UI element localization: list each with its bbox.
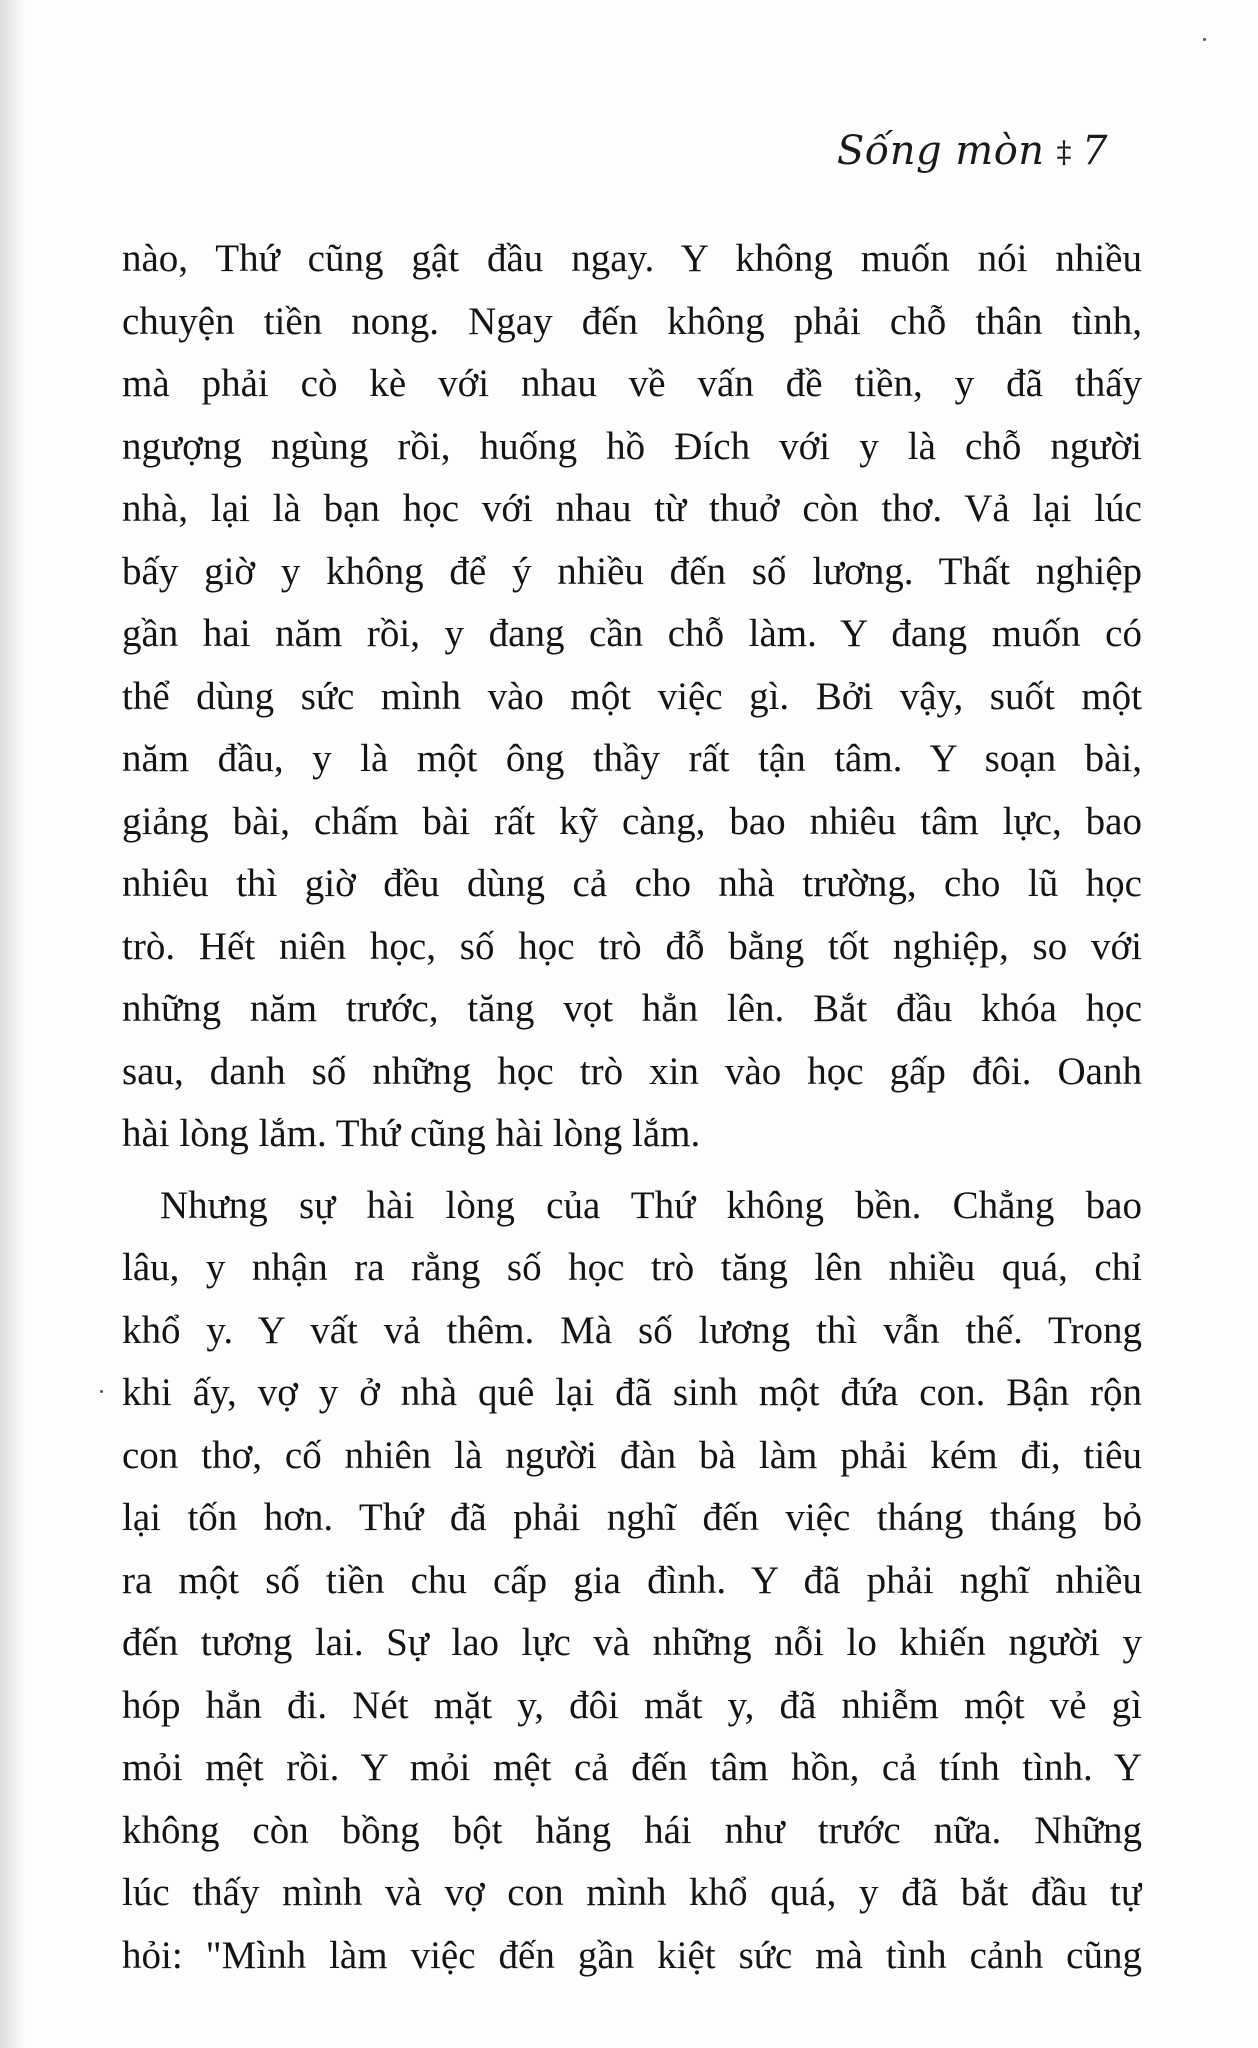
text-line: gần hai năm rồi, y đang cần chỗ làm. Y đang muốn có: [122, 612, 1142, 655]
text-line: hỏi: "Mình làm việc đến gần kiệt sức mà tình cảnh cũng: [122, 1933, 1142, 1977]
text-line: con thơ, cố nhiên là người đàn bà làm phải kém đi, tiêu: [122, 1433, 1142, 1477]
print-speck: [1203, 38, 1206, 41]
text-line: năm đầu, y là một ông thầy rất tận tâm. Y soạn bài,: [122, 737, 1142, 780]
spine-shadow: [0, 0, 26, 2048]
body-text: [122, 228, 1142, 1987]
text-line: nhiêu thì giờ đều dùng cả cho nhà trường, cho lũ học: [122, 862, 1142, 905]
text-line: hài lòng lắm. Thứ cũng hài lòng lắm.: [122, 1112, 701, 1155]
paragraph: [122, 228, 1142, 1166]
text-line: ra một số tiền chu cấp gia đình. Y đã phải nghĩ nhiều: [122, 1558, 1142, 1602]
text-line: những năm trước, tăng vọt hẳn lên. Bắt đầu khóa học: [122, 987, 1142, 1030]
text-line: bấy giờ y không để ý nhiều đến số lương. Thất nghiệp: [122, 549, 1142, 593]
text-line: chuyện tiền nong. Ngay đến không phải chỗ thân tình,: [122, 299, 1142, 343]
page-number: 7: [1082, 128, 1108, 174]
text-line: Nhưng sự hài lòng của Thứ không bền. Chẳng bao: [160, 1183, 1142, 1227]
text-line: lúc thấy mình và vợ con mình khổ quá, y đã bắt đầu tự: [122, 1871, 1142, 1914]
separator-ornament-icon: ‡: [1056, 135, 1073, 170]
text-line: giảng bài, chấm bài rất kỹ càng, bao nhiêu tâm lực, bao: [122, 799, 1142, 843]
book-title: Sống mòn: [836, 128, 1045, 174]
text-line: sau, danh số những học trò xin vào học gấp đôi. Oanh: [122, 1049, 1142, 1093]
text-line: mỏi mệt rồi. Y mỏi mệt cả đến tâm hồn, cả tính tình. Y: [122, 1746, 1142, 1789]
text-line: lâu, y nhận ra rằng số học trò tăng lên nhiều quá, chỉ: [122, 1246, 1142, 1289]
running-header: [837, 128, 1108, 174]
text-line: nào, Thứ cũng gật đầu ngay. Y không muốn nói nhiều: [122, 237, 1142, 280]
paragraph-gap: [122, 1166, 1142, 1175]
print-speck: [100, 1390, 103, 1393]
text-line: khổ y. Y vất vả thêm. Mà số lương thì vẫn thế. Trong: [122, 1308, 1142, 1352]
text-line: lại tốn hơn. Thứ đã phải nghĩ đến việc tháng tháng bỏ: [122, 1496, 1142, 1539]
text-line: mà phải cò kè với nhau về vấn đề tiền, y đã thấy: [122, 362, 1142, 405]
text-line: ngượng ngùng rồi, huống hồ Đích với y là chỗ người: [122, 424, 1142, 468]
text-line: nhà, lại là bạn học với nhau từ thuở còn thơ. Vả lại lúc: [122, 487, 1142, 530]
text-line: đến tương lai. Sự lao lực và những nỗi lo khiến người y: [122, 1621, 1142, 1664]
text-line: khi ấy, vợ y ở nhà quê lại đã sinh một đứa con. Bận rộn: [122, 1371, 1142, 1414]
text-line: thể dùng sức mình vào một việc gì. Bởi vậy, suốt một: [122, 674, 1142, 718]
text-line: trò. Hết niên học, số học trò đỗ bằng tốt nghiệp, so với: [122, 924, 1142, 968]
paragraph: [122, 1175, 1142, 1988]
text-line: hóp hẳn đi. Nét mặt y, đôi mắt y, đã nhiễm một vẻ gì: [122, 1683, 1142, 1727]
text-line: không còn bồng bột hăng hái như trước nữa. Những: [122, 1808, 1142, 1852]
